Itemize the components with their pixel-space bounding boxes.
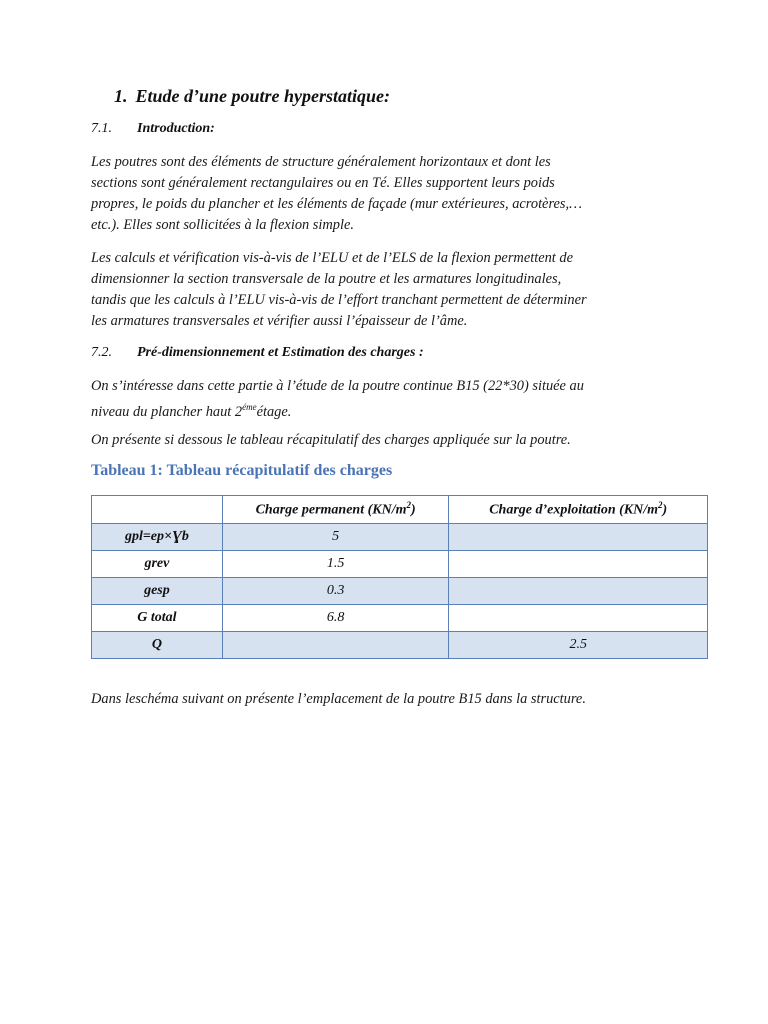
cell-charge-permanent: 1.5 xyxy=(222,551,449,578)
table-header-row xyxy=(92,496,708,524)
paragraph-calculs xyxy=(91,248,691,332)
paragraph-poutre xyxy=(91,376,691,423)
paragraph-intro xyxy=(91,152,691,236)
text-line: tandis que les calculs à l’ELU vis-à-vis de l’effort tranchant permettent de déterminer xyxy=(91,292,587,308)
cell-charge-exploitation xyxy=(449,551,708,578)
row-label: gpl=ep×Ɣb xyxy=(92,524,223,551)
text-line: Les calculs et vérification vis-à-vis de l’ELU et de l’ELS de la flexion permettent de xyxy=(91,250,573,266)
table-row xyxy=(92,632,708,659)
section-title: Pré-dimensionnement et Estimation des charges : xyxy=(137,345,424,360)
section-introduction-heading xyxy=(91,121,215,137)
section-number: 7.2. xyxy=(91,345,112,360)
text-line: niveau du plancher haut 2 xyxy=(91,403,243,420)
heading-text: Etude d’une poutre hyperstatique: xyxy=(135,86,391,106)
table-row xyxy=(92,524,708,551)
header-charge-exploitation: Charge d’exploitation $(KN/m^2)$ xyxy=(449,496,708,524)
text-line: Les poutres sont des éléments de structure généralement horizontaux et dont les xyxy=(91,154,551,170)
row-label: G total xyxy=(92,605,223,632)
header-empty-cell xyxy=(92,496,223,524)
table-caption: Tableau 1: Tableau récapitulatif des charges xyxy=(91,462,393,479)
charges-table xyxy=(91,495,708,659)
paragraph-tableau-intro xyxy=(91,430,691,451)
cell-charge-permanent: 0.3 xyxy=(222,578,449,605)
cell-charge-permanent: 5 xyxy=(222,524,449,551)
section-number: 7.1. xyxy=(91,121,112,136)
page-title xyxy=(114,86,390,107)
cell-charge-permanent xyxy=(222,632,449,659)
text-line: On présente si dessous le tableau récapitulatif des charges appliquée sur la poutre. xyxy=(91,432,571,448)
heading-number: 1. xyxy=(114,86,128,106)
text-line: Dans leschéma suivant on présente l’emplacement de la poutre B15 dans la structure. xyxy=(91,691,586,707)
superscript: éme xyxy=(242,402,257,412)
cell-charge-exploitation xyxy=(449,524,708,551)
table-row xyxy=(92,578,708,605)
text-line: dimensionner la section transversale de la poutre et les armatures longitudinales, xyxy=(91,271,562,287)
cell-charge-exploitation xyxy=(449,605,708,632)
section-title: Introduction: xyxy=(137,121,215,136)
header-charge-permanent: Charge permanent $(KN/m^2)$ xyxy=(222,496,449,524)
text-line: les armatures transversales et vérifier aussi l’épaisseur de l’âme. xyxy=(91,313,468,329)
table-row xyxy=(92,605,708,632)
row-label: gesp xyxy=(92,578,223,605)
table-row xyxy=(92,551,708,578)
text-line: propres, le poids du plancher et les éléments de façade (mur extérieures, acrotères,… xyxy=(91,196,582,212)
text-line: étage. xyxy=(256,403,292,420)
cell-charge-exploitation: 2.5 xyxy=(449,632,708,659)
paragraph-schema xyxy=(91,689,691,710)
text-line: On s’intéresse dans cette partie à l’étude de la poutre continue B15 (22*30) située au xyxy=(91,378,584,394)
section-predimensionnement-heading xyxy=(91,345,424,361)
row-label: grev xyxy=(92,551,223,578)
row-label: Q xyxy=(92,632,223,659)
text-line: sections sont généralement rectangulaires ou en Té. Elles supportent leurs poids xyxy=(91,175,555,191)
cell-charge-permanent: 6.8 xyxy=(222,605,449,632)
text-line: etc.). Elles sont sollicitées à la flexion simple. xyxy=(91,217,354,233)
cell-charge-exploitation xyxy=(449,578,708,605)
